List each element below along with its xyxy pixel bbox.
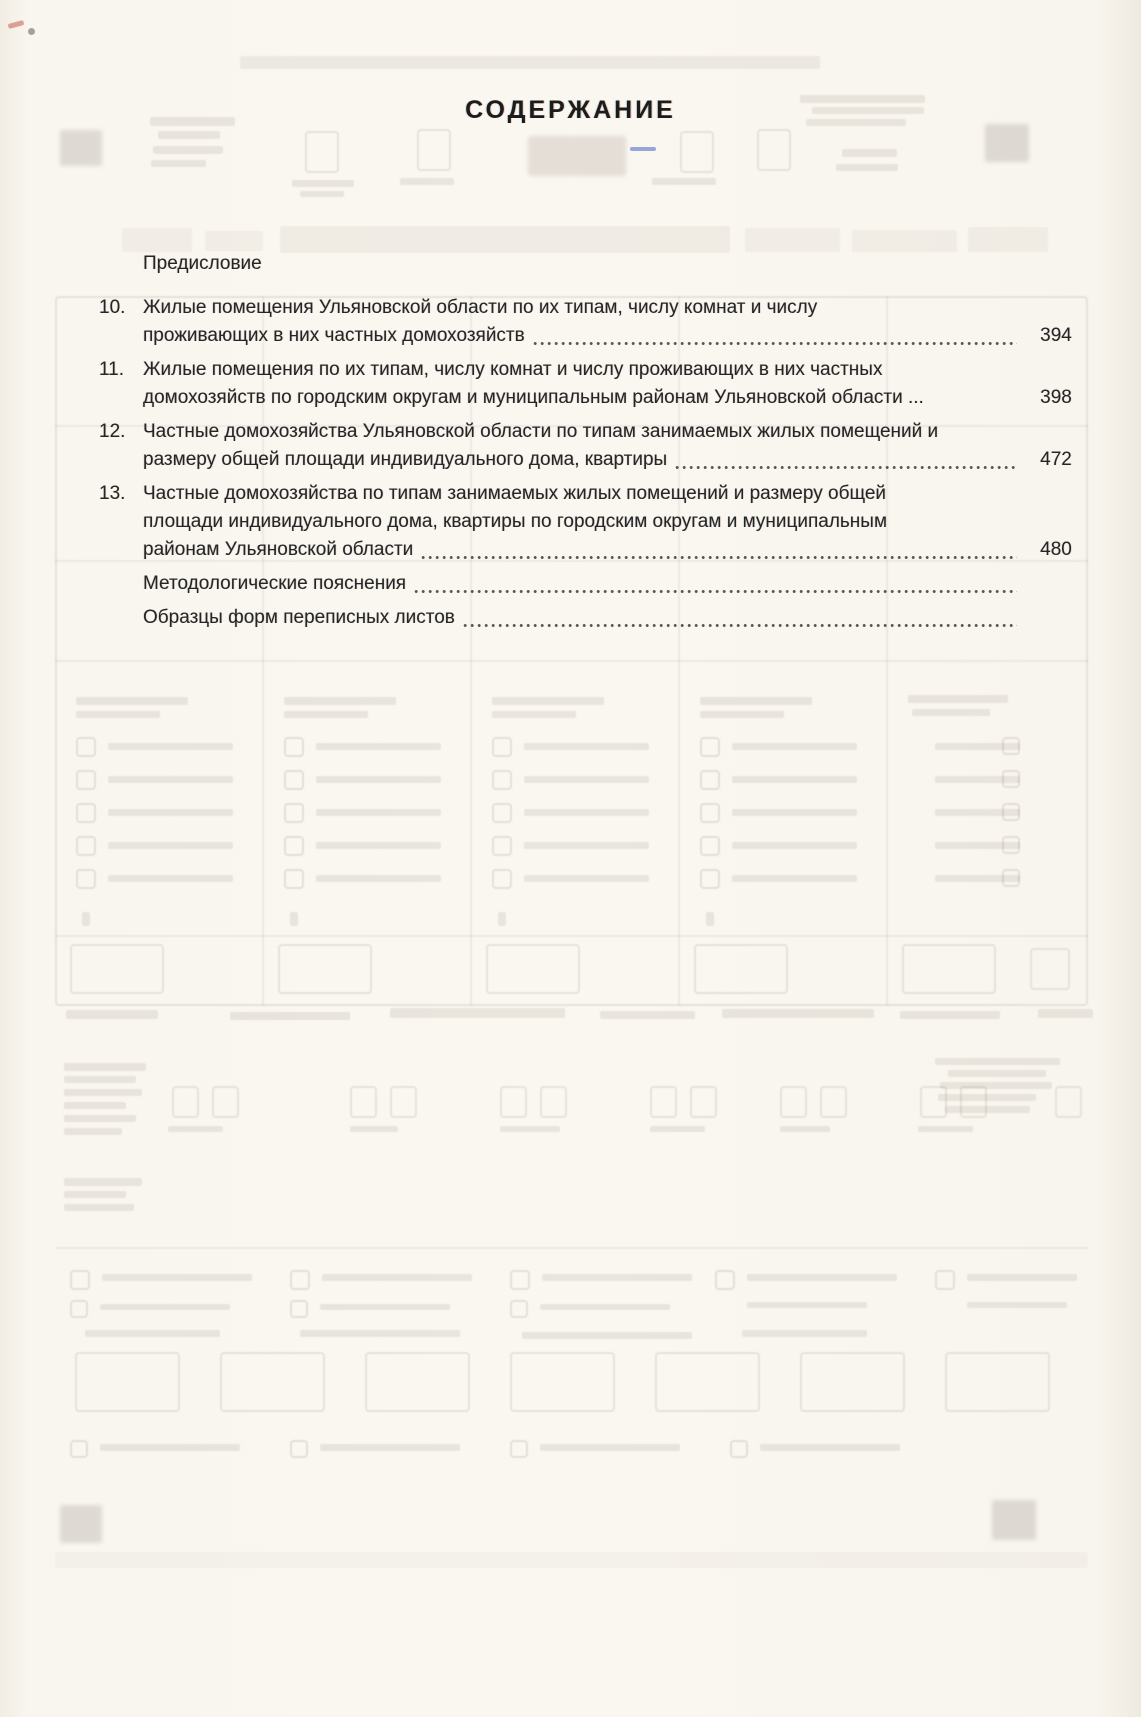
toc-entry-number: 10. (99, 297, 126, 318)
toc-entry-12 (99, 418, 1091, 474)
toc-entry-number: 12. (99, 421, 126, 442)
toc-line (143, 322, 1091, 350)
dotted-leader (463, 623, 1017, 628)
toc-line: площади индивидуального дома, квартиры по городским округам и муниципальным (143, 511, 888, 532)
toc-line-text: Образцы форм переписных листов (143, 607, 455, 628)
toc-entry-preface (99, 250, 1091, 278)
toc-entry-number: 11. (99, 359, 125, 380)
toc-line (143, 570, 1091, 598)
page-number: 480 (1040, 539, 1072, 560)
toc-entry-13 (99, 480, 1091, 564)
dotted-leader (421, 555, 1017, 560)
toc-entry-number: 13. (99, 483, 126, 504)
dotted-leader (533, 341, 1017, 346)
toc-line-text: Методологические пояснения (143, 573, 407, 594)
toc-entry-method-notes (99, 570, 1091, 598)
toc-line: Предисловие (143, 253, 262, 274)
toc-line-text: районам Ульяновской области (143, 539, 414, 560)
toc-line-text: размеру общей площади индивидуального дома, квартиры (143, 449, 668, 470)
page-number: 398 (1040, 387, 1072, 408)
toc-line (143, 604, 1091, 632)
toc-line: Жилые помещения Ульяновской области по их типам, числу комнат и числу (143, 297, 818, 318)
toc-entry-11 (99, 356, 1091, 412)
toc-entry-form-samples (99, 604, 1091, 632)
page-title: СОДЕРЖАНИЕ (465, 96, 676, 124)
dotted-leader (414, 589, 1017, 594)
toc-line (143, 536, 1091, 564)
toc-entry-10 (99, 294, 1091, 350)
toc-line-text: домохозяйств по городским округам и муниципальным районам Ульяновской области ... (143, 387, 924, 408)
toc-line: Жилые помещения по их типам, числу комнат и числу проживающих в них частных (143, 359, 883, 380)
dotted-leader (675, 465, 1017, 470)
toc-line-text: проживающих в них частных домохозяйств (143, 325, 525, 346)
toc-line: Частные домохозяйства Ульяновской области по типам занимаемых жилых помещений и (143, 421, 939, 442)
toc-line (143, 384, 1091, 412)
toc-line: Частные домохозяйства по типам занимаемых жилых помещений и размеру общей (143, 483, 887, 504)
page-number: 472 (1040, 449, 1072, 470)
toc-line (143, 446, 1091, 474)
toc-list (99, 250, 1091, 638)
page-number: 394 (1040, 325, 1072, 346)
